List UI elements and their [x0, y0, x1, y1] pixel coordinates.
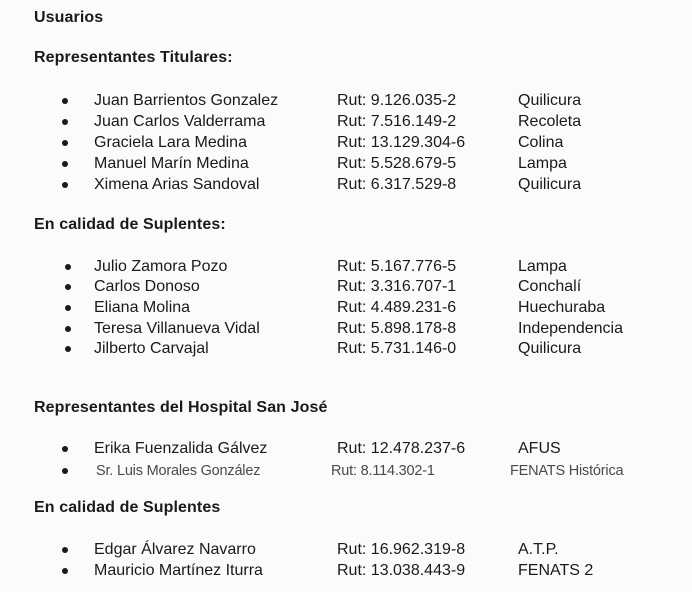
member-place: Quilicura	[518, 340, 582, 357]
member-place: FENATS Histórica	[510, 463, 624, 479]
list-item	[0, 112, 692, 132]
bullet-icon	[62, 161, 68, 167]
list-item	[0, 257, 692, 277]
member-name: Teresa Villanueva Vidal	[94, 320, 260, 337]
bullet-icon	[62, 182, 68, 188]
member-name: Carlos Donoso	[94, 278, 200, 295]
member-rut: Rut: 7.516.149-2	[337, 113, 457, 130]
member-rut: Rut: 5.167.776-5	[337, 258, 457, 275]
member-place: Huechuraba	[518, 299, 606, 316]
member-place: AFUS	[518, 440, 561, 457]
list-item	[0, 439, 692, 459]
list-item	[0, 154, 692, 174]
member-place: A.T.P.	[518, 541, 559, 558]
member-place: Quilicura	[518, 176, 582, 193]
member-name: Edgar Álvarez Navarro	[94, 541, 256, 558]
member-place: FENATS 2	[518, 562, 594, 579]
member-name: Jilberto Carvajal	[94, 340, 209, 357]
bullet-icon	[62, 119, 68, 125]
member-place: Lampa	[518, 155, 567, 172]
member-rut: Rut: 4.489.231-6	[337, 299, 457, 316]
member-rut: Rut: 5.898.178-8	[337, 320, 457, 337]
bullet-icon	[62, 98, 68, 104]
section-heading: En calidad de Suplentes	[34, 499, 221, 516]
section-heading: Representantes del Hospital San José	[34, 399, 328, 416]
list-item	[0, 298, 692, 318]
list-item	[0, 319, 692, 339]
member-rut: Rut: 8.114.302-1	[331, 463, 435, 479]
list-item	[0, 339, 692, 359]
bullet-icon	[65, 264, 71, 270]
member-name: Graciela Lara Medina	[94, 134, 247, 151]
section-heading: En calidad de Suplentes:	[34, 216, 226, 233]
member-name: Juan Carlos Valderrama	[94, 113, 266, 130]
list-item	[0, 561, 692, 581]
list-item	[0, 175, 692, 195]
member-rut: Rut: 13.129.304-6	[337, 134, 466, 151]
member-rut: Rut: 12.478.237-6	[337, 440, 466, 457]
bullet-icon	[65, 305, 71, 311]
member-place: Recoleta	[518, 113, 582, 130]
list-item	[0, 461, 692, 481]
member-name: Juan Barrientos Gonzalez	[94, 92, 279, 109]
member-place: Independencia	[518, 320, 623, 337]
page-title: Usuarios	[34, 9, 104, 26]
member-name: Julio Zamora Pozo	[94, 258, 228, 275]
list-item	[0, 133, 692, 153]
member-rut: Rut: 9.126.035-2	[337, 92, 457, 109]
bullet-icon	[62, 446, 68, 452]
bullet-icon	[62, 140, 68, 146]
member-name: Ximena Arias Sandoval	[94, 176, 260, 193]
bullet-icon	[65, 326, 71, 332]
member-name: Sr. Luis Morales González	[96, 463, 261, 479]
member-name: Mauricio Martínez Iturra	[94, 562, 263, 579]
member-name: Eliana Molina	[94, 299, 191, 316]
list-item	[0, 91, 692, 111]
member-place: Colina	[518, 134, 564, 151]
member-place: Quilicura	[518, 92, 582, 109]
bullet-icon	[62, 468, 68, 474]
list-item	[0, 540, 692, 560]
member-name: Erika Fuenzalida Gálvez	[94, 440, 268, 457]
section-heading: Representantes Titulares:	[34, 49, 233, 66]
member-rut: Rut: 13.038.443-9	[337, 562, 466, 579]
member-place: Lampa	[518, 258, 567, 275]
bullet-icon	[62, 568, 68, 574]
list-item	[0, 277, 692, 297]
member-rut: Rut: 5.731.146-0	[337, 340, 457, 357]
bullet-icon	[65, 284, 71, 290]
bullet-icon	[62, 547, 68, 553]
member-rut: Rut: 3.316.707-1	[337, 278, 457, 295]
member-rut: Rut: 16.962.319-8	[337, 541, 466, 558]
bullet-icon	[65, 346, 71, 352]
member-name: Manuel Marín Medina	[94, 155, 249, 172]
member-rut: Rut: 6.317.529-8	[337, 176, 457, 193]
member-place: Conchalí	[518, 278, 582, 295]
member-rut: Rut: 5.528.679-5	[337, 155, 457, 172]
